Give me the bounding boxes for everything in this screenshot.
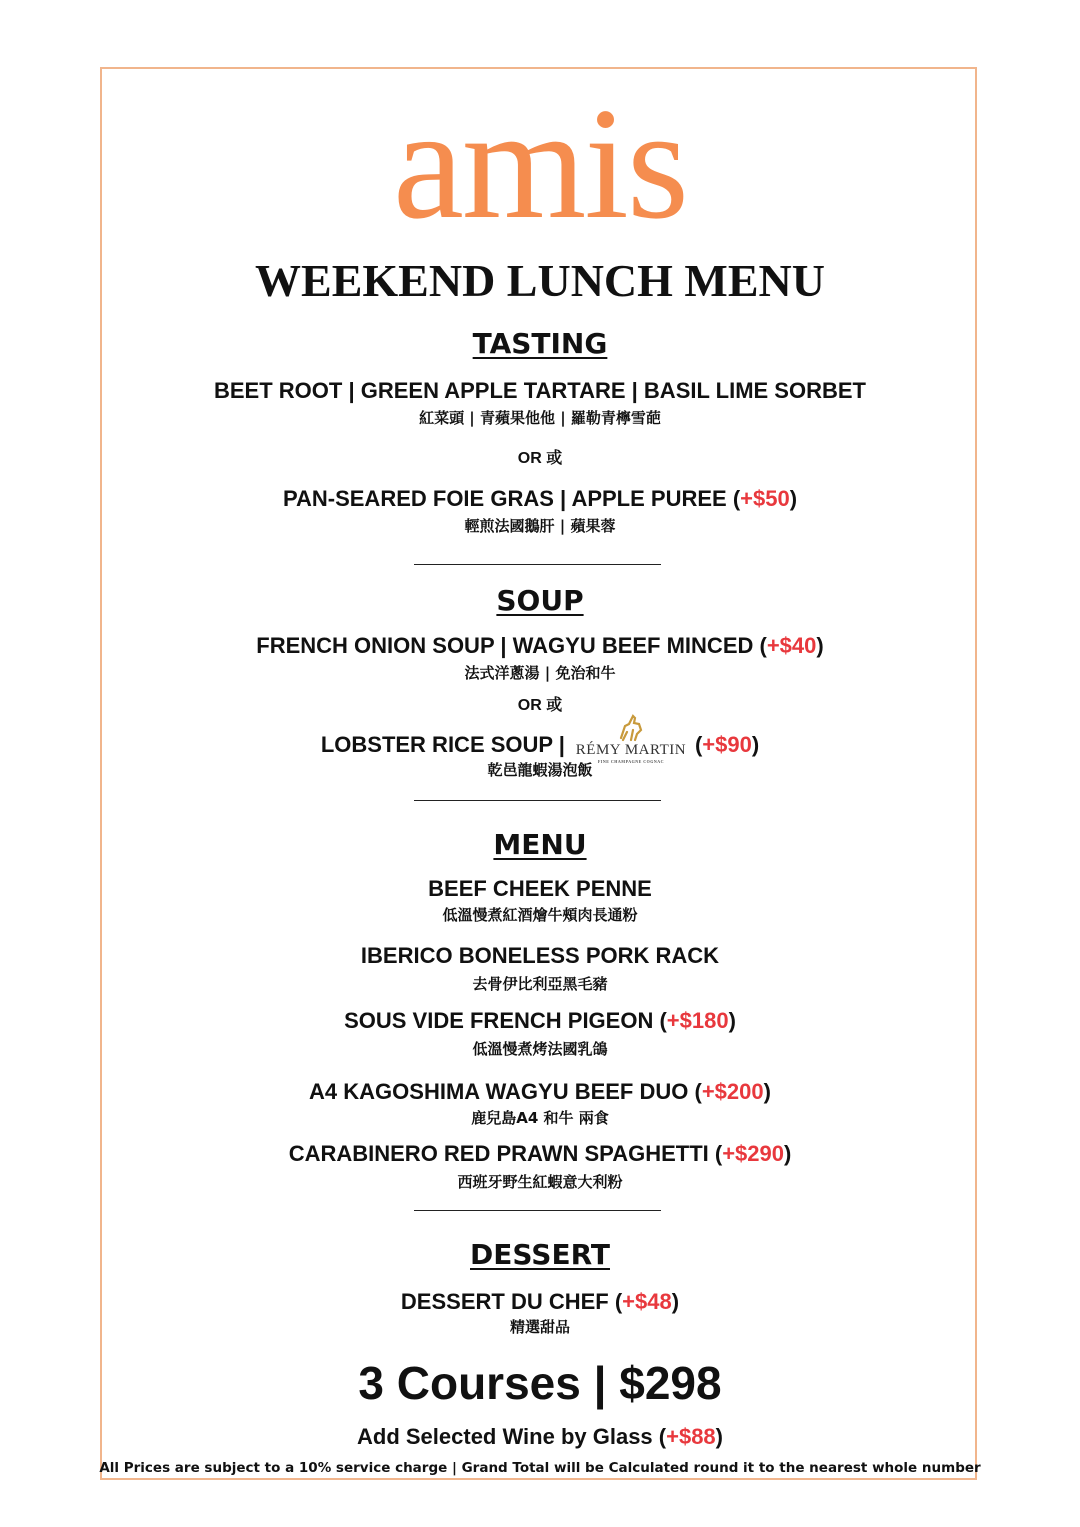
price: +$180 xyxy=(666,1008,729,1033)
price: +$40 xyxy=(766,633,817,658)
tasting-option-1-cn: 紅菜頭 | 青蘋果他他 | 羅勒青檸雪葩 xyxy=(419,409,661,427)
menu-item xyxy=(0,1078,1080,1106)
divider xyxy=(414,1210,661,1211)
dish-name: CARABINERO RED PRAWN SPAGHETTI ( xyxy=(288,1141,723,1166)
menu-item-cn: 低溫慢煮烤法國乳鴿 xyxy=(472,1040,608,1058)
tasting-or: OR 或 xyxy=(517,450,563,467)
price: +$48 xyxy=(622,1289,672,1314)
menu-item xyxy=(0,875,1080,903)
soup-option-1-cn: 法式洋蔥湯 | 免治和牛 xyxy=(464,664,616,682)
tasting-option-2-cn: 輕煎法國鵝肝 | 蘋果蓉 xyxy=(464,517,616,535)
dish-name-end: ) xyxy=(763,1079,771,1104)
dish-name: FRENCH ONION SOUP | WAGYU BEEF MINCED ( xyxy=(256,633,767,658)
dish-name-end: ) xyxy=(728,1008,736,1033)
soup-or: OR 或 xyxy=(517,697,563,714)
tasting-heading: TASTING xyxy=(472,327,608,360)
divider xyxy=(414,800,661,801)
amis-logo: amis xyxy=(392,74,688,252)
dish-name-end: ) xyxy=(789,486,798,511)
dish-name: IBERICO BONELESS PORK RACK xyxy=(360,943,720,968)
divider xyxy=(414,564,661,565)
soup-option-1 xyxy=(0,632,1080,660)
service-charge-note: All Prices are subject to a 10% service charge | Grand Total will be Calculated round it to the nearest whole number xyxy=(99,1460,981,1476)
courses-price: 3 Courses | $298 xyxy=(358,1357,722,1409)
menu-item xyxy=(0,1140,1080,1168)
centaur-icon xyxy=(615,712,647,742)
price: +$290 xyxy=(722,1141,784,1166)
menu-item-cn: 去骨伊比利亞黑毛豬 xyxy=(472,975,608,993)
menu-item xyxy=(0,942,1080,970)
wine-label: Add Selected Wine by Glass ( xyxy=(357,1424,667,1449)
dish-name: LOBSTER RICE SOUP | xyxy=(320,731,565,757)
price: +$50 xyxy=(740,486,790,511)
dessert-heading: DESSERT xyxy=(470,1238,610,1271)
price-open: ( xyxy=(694,731,703,757)
menu-item xyxy=(0,1007,1080,1035)
menu-item-cn: 西班牙野生紅蝦意大利粉 xyxy=(457,1173,623,1191)
price: +$88 xyxy=(666,1424,716,1449)
price-close: ) xyxy=(751,731,760,757)
price: +$200 xyxy=(701,1079,764,1104)
remy-martin-logo: RÉMY MARTIN FINE CHAMPAGNE COGNAC xyxy=(575,726,687,766)
dish-name: DESSERT DU CHEF ( xyxy=(400,1289,623,1314)
dish-name-end: ) xyxy=(783,1141,792,1166)
dish-name: SOUS VIDE FRENCH PIGEON ( xyxy=(344,1008,667,1033)
wine-label-end: ) xyxy=(715,1424,723,1449)
dish-name: BEEF CHEEK PENNE xyxy=(428,876,652,901)
wine-addon xyxy=(0,1423,1080,1451)
dish-name: PAN-SEARED FOIE GRAS | APPLE PUREE ( xyxy=(282,486,741,511)
soup-option-2-cn: 乾邑龍蝦湯泡飯 xyxy=(487,761,593,779)
dessert-item xyxy=(0,1288,1080,1316)
price: +$90 xyxy=(702,731,752,757)
soup-heading: SOUP xyxy=(496,584,584,617)
dessert-item-cn: 精選甜品 xyxy=(509,1318,570,1336)
tasting-option-2 xyxy=(0,485,1080,513)
dish-name: A4 KAGOSHIMA WAGYU BEEF DUO ( xyxy=(309,1079,702,1104)
menu-item-cn: 鹿兒島A4 和牛 兩食 xyxy=(471,1109,609,1127)
menu-title: WEEKEND LUNCH MENU xyxy=(255,255,825,306)
menu-heading: MENU xyxy=(493,828,587,861)
menu-item-cn: 低溫慢煮紅酒燴牛頰肉長通粉 xyxy=(442,906,638,924)
dish-name-end: ) xyxy=(816,633,824,658)
dish-name-end: ) xyxy=(671,1289,680,1314)
tasting-option-1: BEET ROOT | GREEN APPLE TARTARE | BASIL LIME SORBET xyxy=(214,378,866,403)
